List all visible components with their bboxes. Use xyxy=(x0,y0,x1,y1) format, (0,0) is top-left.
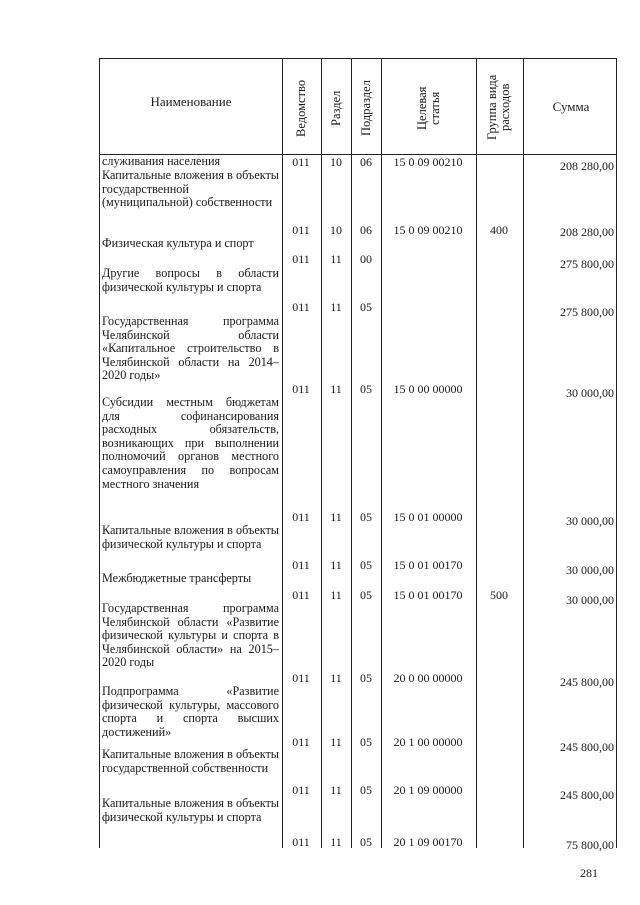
row-name: Физическая культура и спорт xyxy=(102,236,254,250)
row-summa: 208 280,00 xyxy=(560,225,614,239)
row-razdel: 10 xyxy=(330,223,342,237)
row-razdel: 11 xyxy=(330,671,342,685)
row-podrazdel: 05 xyxy=(360,300,372,314)
column-divider xyxy=(523,59,524,848)
header-razdel: Раздел xyxy=(329,90,343,126)
row-razdel: 11 xyxy=(330,300,342,314)
row-summa: 275 800,00 xyxy=(560,305,614,319)
row-podrazdel: 00 xyxy=(360,252,372,266)
row-razdel: 11 xyxy=(330,735,342,749)
row-celevaya: 15 0 01 00170 xyxy=(393,558,463,572)
row-name: Капитальные вложения в объекты физической культуры и спорта xyxy=(102,523,279,551)
row-summa: 245 800,00 xyxy=(560,740,614,754)
row-name: Межбюджетные трансферты xyxy=(102,571,252,585)
row-razdel: 11 xyxy=(330,588,342,602)
row-summa: 75 800,00 xyxy=(566,838,614,852)
row-razdel: 11 xyxy=(330,382,342,396)
row-podrazdel: 06 xyxy=(360,155,372,169)
row-podrazdel: 05 xyxy=(360,588,372,602)
row-podrazdel: 05 xyxy=(360,835,372,849)
row-celevaya: 20 1 09 00170 xyxy=(393,835,463,849)
column-divider xyxy=(381,59,382,848)
row-razdel: 11 xyxy=(330,252,342,266)
header-gruppa-vida-raskhodov: Группа вида расходов xyxy=(485,74,512,140)
header-vedomstvo: Ведомство xyxy=(294,79,308,137)
row-celevaya: 15 0 09 00210 xyxy=(393,155,463,169)
row-summa: 30 000,00 xyxy=(566,593,614,607)
row-razdel: 11 xyxy=(330,835,342,849)
header-podrazdel: Подраздел xyxy=(359,80,373,136)
row-name: Другие вопросы в области физической культуры и спорта xyxy=(102,266,279,294)
row-summa: 30 000,00 xyxy=(566,386,614,400)
column-divider xyxy=(351,59,352,848)
row-name: Капитальные вложения в объекты физической культуры и спорта xyxy=(102,796,279,824)
row-podrazdel: 05 xyxy=(360,735,372,749)
row-vedomstvo: 011 xyxy=(292,735,310,749)
row-summa: 208 280,00 xyxy=(560,159,614,173)
row-vedomstvo: 011 xyxy=(292,382,310,396)
budget-table xyxy=(99,58,617,852)
row-celevaya: 20 1 00 00000 xyxy=(393,735,463,749)
row-gruppa: 400 xyxy=(490,223,508,237)
page-number: 281 xyxy=(580,866,598,880)
row-vedomstvo: 011 xyxy=(292,588,310,602)
row-vedomstvo: 011 xyxy=(292,835,310,849)
row-vedomstvo: 011 xyxy=(292,155,310,169)
row-razdel: 11 xyxy=(330,558,342,572)
row-vedomstvo: 011 xyxy=(292,510,310,524)
row-name: Субсидии местным бюджетам для софинансирования расходных обязательств, возникающих при выполнении полномочий органов местного самоуправления по вопросам местного значения xyxy=(102,395,279,491)
row-celevaya: 20 1 09 00000 xyxy=(393,783,463,797)
row-celevaya: 15 0 01 00170 xyxy=(393,588,463,602)
row-podrazdel: 05 xyxy=(360,382,372,396)
header-celevaya-statya: Целевая статья xyxy=(415,86,442,130)
row-podrazdel: 05 xyxy=(360,558,372,572)
column-divider xyxy=(321,59,322,848)
column-divider xyxy=(476,59,477,848)
row-name: Государственная программа Челябинской области «Капитальное строительство в Челябинской области на 2014–2020 годы» xyxy=(102,314,279,383)
row-summa: 245 800,00 xyxy=(560,675,614,689)
row-vedomstvo: 011 xyxy=(292,252,310,266)
row-name: Государственная программа Челябинской области «Развитие физической культуры и спорта в Челябинской области» на 2015–2020 годы xyxy=(102,601,279,670)
row-celevaya: 15 0 00 00000 xyxy=(393,382,463,396)
row-razdel: 10 xyxy=(330,155,342,169)
row-razdel: 11 xyxy=(330,510,342,524)
row-podrazdel: 06 xyxy=(360,223,372,237)
row-summa: 30 000,00 xyxy=(566,514,614,528)
row-podrazdel: 05 xyxy=(360,510,372,524)
row-razdel: 11 xyxy=(330,783,342,797)
row-podrazdel: 05 xyxy=(360,671,372,685)
row-name: служивания населения xyxy=(102,154,221,168)
row-vedomstvo: 011 xyxy=(292,671,310,685)
header-name: Наименование xyxy=(150,94,232,109)
header-summa: Сумма xyxy=(552,99,590,114)
row-celevaya: 15 0 09 00210 xyxy=(393,223,463,237)
row-summa: 275 800,00 xyxy=(560,257,614,271)
row-name: Капитальные вложения в объекты государственной собственности xyxy=(102,747,279,775)
row-summa: 245 800,00 xyxy=(560,788,614,802)
row-name: Подпрограмма «Развитие физической культуры, массового спорта и спорта высших достижений» xyxy=(102,684,279,739)
column-divider xyxy=(282,59,283,848)
row-podrazdel: 05 xyxy=(360,783,372,797)
row-name: Капитальные вложения в объекты государственной (муниципальной) собственности xyxy=(102,168,279,210)
row-vedomstvo: 011 xyxy=(292,783,310,797)
row-summa: 30 000,00 xyxy=(566,563,614,577)
row-vedomstvo: 011 xyxy=(292,223,310,237)
row-celevaya: 15 0 01 00000 xyxy=(393,510,463,524)
row-gruppa: 500 xyxy=(490,588,508,602)
row-vedomstvo: 011 xyxy=(292,300,310,314)
row-vedomstvo: 011 xyxy=(292,558,310,572)
row-celevaya: 20 0 00 00000 xyxy=(393,671,463,685)
